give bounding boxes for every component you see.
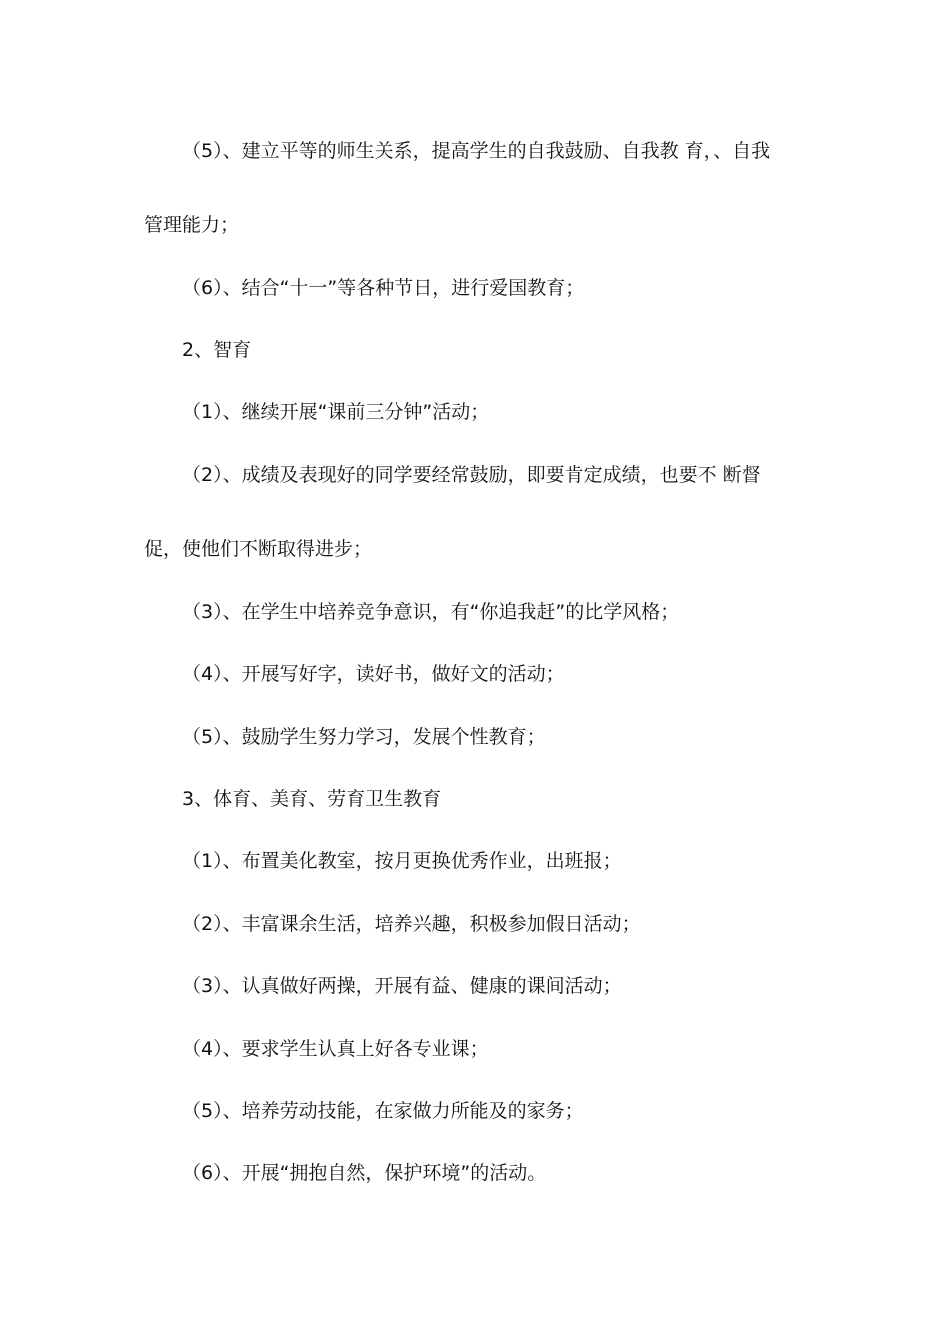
paragraph-physical-3: （3）、认真做好两操，开展有益、健康的课间活动； (182, 975, 622, 997)
paragraph-intellectual-2-cont: 促，使他们不断取得进步； (144, 538, 373, 560)
paragraph-moral-5: （5）、建立平等的师生关系，提高学生的自我鼓励、自我教 育，、自我 (182, 140, 771, 162)
paragraph-intellectual-5: （5）、鼓励学生努力学习，发展个性教育； (182, 726, 546, 748)
section-heading-physical-aesthetic-labor: 3、体育、美育、劳育卫生教育 (182, 788, 442, 810)
paragraph-physical-4: （4）、要求学生认真上好各专业课； (182, 1038, 489, 1060)
paragraph-physical-5: （5）、培养劳动技能，在家做力所能及的家务； (182, 1100, 584, 1122)
paragraph-moral-5-cont: 管理能力； (144, 214, 240, 236)
paragraph-physical-1: （1）、布置美化教室，按月更换优秀作业，出班报； (182, 850, 622, 872)
paragraph-physical-6: （6）、开展“拥抱自然，保护环境”的活动。 (182, 1162, 547, 1184)
paragraph-intellectual-4: （4）、开展写好字，读好书，做好文的活动； (182, 663, 565, 685)
paragraph-moral-6: （6）、结合“十一”等各种节日，进行爱国教育； (182, 277, 585, 299)
paragraph-intellectual-1: （1）、继续开展“课前三分钟”活动； (182, 401, 490, 423)
paragraph-intellectual-2: （2）、成绩及表现好的同学要经常鼓励，即要肯定成绩，也要不 断督 (182, 464, 761, 486)
section-heading-intellectual: 2、智育 (182, 339, 252, 361)
paragraph-physical-2: （2）、丰富课余生活，培养兴趣，积极参加假日活动； (182, 913, 641, 935)
paragraph-intellectual-3: （3）、在学生中培养竞争意识，有“你追我赶”的比学风格； (182, 601, 680, 623)
